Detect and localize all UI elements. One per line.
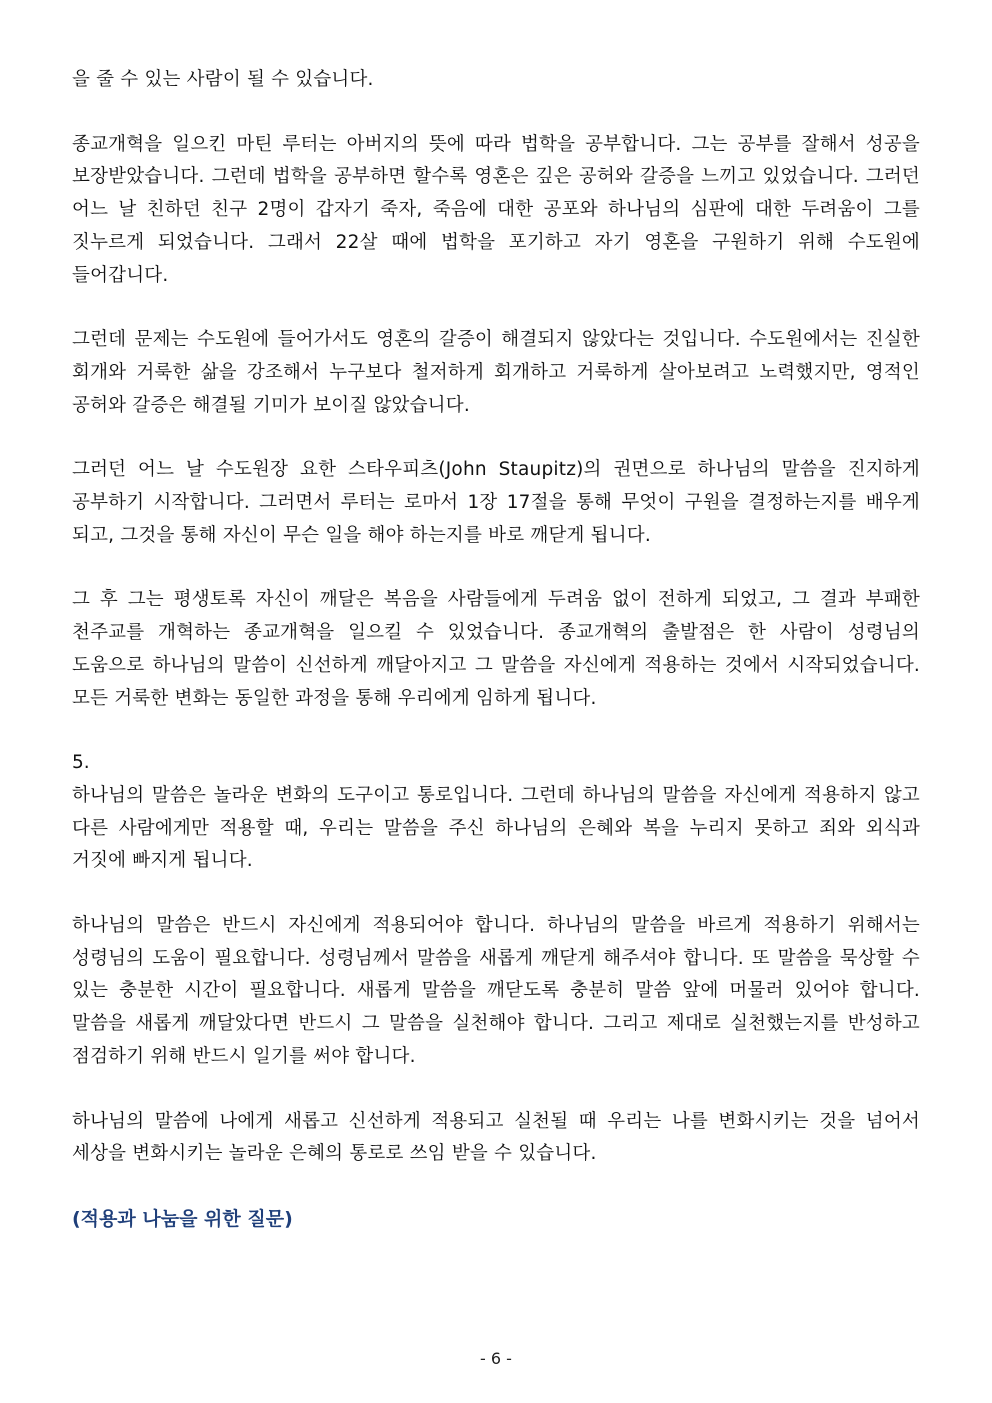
questions-heading: (적용과 나눔을 위한 질문) <box>72 1207 293 1230</box>
paragraph-conclusion: 하나님의 말씀에 나에게 새롭고 신선하게 적용되고 실천될 때 우리는 나를 변화시키는 것을 넘어서 세상을 변화시키는 놀라운 은혜의 통로로 쓰임 받을 수 있습니다. <box>72 1110 920 1165</box>
document-body <box>72 64 920 1236</box>
paragraph-monastery: 그런데 문제는 수도원에 들어가서도 영혼의 갈증이 해결되지 않았다는 것입니다. 수도원에서는 진실한 회개와 거룩한 삶을 강조해서 누구보다 철저하게 회개하고 거룩하게 살아보려고 노력했지만, 영적인 공허와 갈증은 해결될 기미가 보이질 않았습니다. <box>72 329 920 416</box>
paragraph-continuation: 을 줄 수 있는 사람이 될 수 있습니다. <box>72 69 374 90</box>
paragraph-application: 하나님의 말씀은 반드시 자신에게 적용되어야 합니다. 하나님의 말씀을 바르게 적용하기 위해서는 성령님의 도움이 필요합니다. 성령님께서 말씀을 새롭게 깨닫게 해주셔야 합니다. 또 말씀을 묵상할 수 있는 충분한 시간이 필요합니다. 새롭게 말씀을 깨닫도록 충분히 말씀 앞에 머물러 있어야 합니다. 말씀을 새롭게 깨달았다면 반드시 그 말씀을 실천해야 합니다. 그리고 제대로 실천했는지를 반성하고 점검하기 위해 반드시 일기를 써야 합니다. <box>72 915 920 1067</box>
paragraph-word-of-god: 하나님의 말씀은 놀라운 변화의 도구이고 통로입니다. 그런데 하나님의 말씀을 자신에게 적용하지 않고 다른 사람에게만 적용할 때, 우리는 말씀을 주신 하나님의 은혜와 복을 누리지 못하고 죄와 외식과 거짓에 빠지게 됩니다. <box>72 784 920 872</box>
paragraph-reformation: 그 후 그는 평생토록 자신이 깨달은 복음을 사람들에게 두려움 없이 전하게 되었고, 그 결과 부패한 천주교를 개혁하는 종교개혁을 일으킬 수 있었습니다. 종교개혁의 출발점은 한 사람이 성령님의 도움으로 하나님의 말씀이 신선하게 깨달아지고 그 말씀을 자신에게 적용하는 것에서 시작되었습니다. 모든 거룩한 변화는 동일한 과정을 통해 우리에게 임하게 됩니다. <box>72 589 920 709</box>
page-number: - 6 - <box>480 1349 512 1368</box>
paragraph-staupitz: 그러던 어느 날 수도원장 요한 스타우피츠(John Staupitz)의 권면으로 하나님의 말씀을 진지하게 공부하기 시작합니다. 그러면서 루터는 로마서 1장 17절을 통해 무엇이 구원을 결정하는지를 배우게 되고, 그것을 통해 자신이 무슨 일을 해야 하는지를 바로 깨닫게 됩니다. <box>72 459 920 546</box>
paragraph-luther-law: 종교개혁을 일으킨 마틴 루터는 아버지의 뜻에 따라 법학을 공부합니다. 그는 공부를 잘해서 성공을 보장받았습니다. 그런데 법학을 공부하면 할수록 영혼은 깊은 공허와 갈증을 느끼고 있었습니다. 그러던 어느 날 친하던 친구 2명이 갑자기 죽자, 죽음에 대한 공포와 하나님의 심판에 대한 두려움이 그를 짓누르게 되었습니다. 그래서 22살 때에 법학을 포기하고 자기 영혼을 구원하기 위해 수도원에 들어갑니다. <box>72 133 920 286</box>
section-number: 5. <box>72 752 90 774</box>
